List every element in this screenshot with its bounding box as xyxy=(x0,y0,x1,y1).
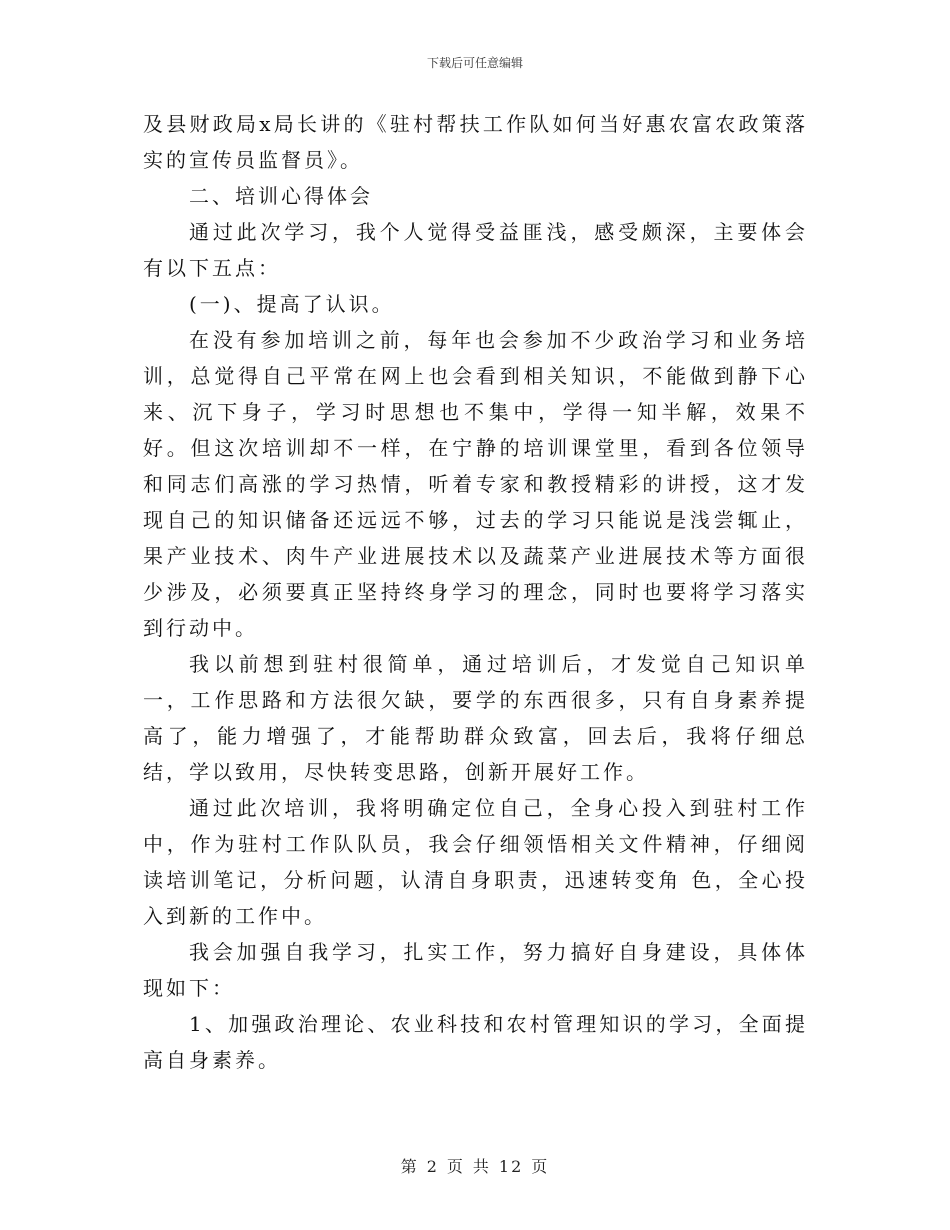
paragraph-8: 我会加强自我学习，扎实工作，努力搞好自身建设，具体体现如下： xyxy=(143,940,808,1000)
paragraph-5: 在没有参加培训之前，每年也会参加不少政治学习和业务培训，总觉得自己平常在网上也会看到相关知识，不能做到静下心来、沉下身子，学习时思想也不集中，学得一知半解，效果不好。但这次培训却不一样，在宁静的培训课堂里，看到各位领导和同志们高涨的学习热情，听着专家和教授精彩的讲授，这才发现自己的知识储备还远远不够，过去的学习只能说是浅尝辄止，果产业技术、肉牛产业进展技术以及蔬菜产业进展技术等方面很少涉及，必须要真正坚持终身学习的理念，同时也要将学习落实到行动中。 xyxy=(143,328,808,640)
footer-current-page: 2 xyxy=(426,1157,439,1176)
subheading-4: (一)、提高了认识。 xyxy=(189,292,395,316)
section-heading-2: 二、培训心得体会 xyxy=(189,184,373,208)
footer-prefix: 第 xyxy=(400,1157,419,1176)
footer-page-label: 页 xyxy=(446,1157,465,1176)
paragraph-3: 通过此次学习，我个人觉得受益匪浅，感受颇深，主要体会有以下五点： xyxy=(143,220,808,280)
footer-total-label: 共 xyxy=(472,1157,491,1176)
paragraph-1: 及县财政局x局长讲的《驻村帮扶工作队如何当好惠农富农政策落实的宣传员监督员》。 xyxy=(143,112,808,172)
page-footer xyxy=(0,1154,950,1177)
document-body xyxy=(143,106,808,1078)
paragraph-7: 通过此次培训，我将明确定位自己，全身心投入到驻村工作中，作为驻村工作队队员，我会仔细领悟相关文件精神，仔细阅读培训笔记，分析问题，认清自身职责，迅速转变角 色，全心投入到新的工作中。 xyxy=(143,796,808,928)
paragraph-9: 1、加强政治理论、农业科技和农村管理知识的学习，全面提高自身素养。 xyxy=(143,1012,808,1072)
footer-total-pages: 12 xyxy=(498,1157,524,1176)
paragraph-6: 我以前想到驻村很简单，通过培训后，才发觉自己知识单一，工作思路和方法很欠缺，要学的东西很多，只有自身素养提高了，能力增强了，才能帮助群众致富，回去后，我将仔细总结，学以致用，尽快转变思路，创新开展好工作。 xyxy=(143,652,808,784)
header-note: 下载后可任意编辑 xyxy=(426,56,523,70)
footer-suffix: 页 xyxy=(531,1157,550,1176)
